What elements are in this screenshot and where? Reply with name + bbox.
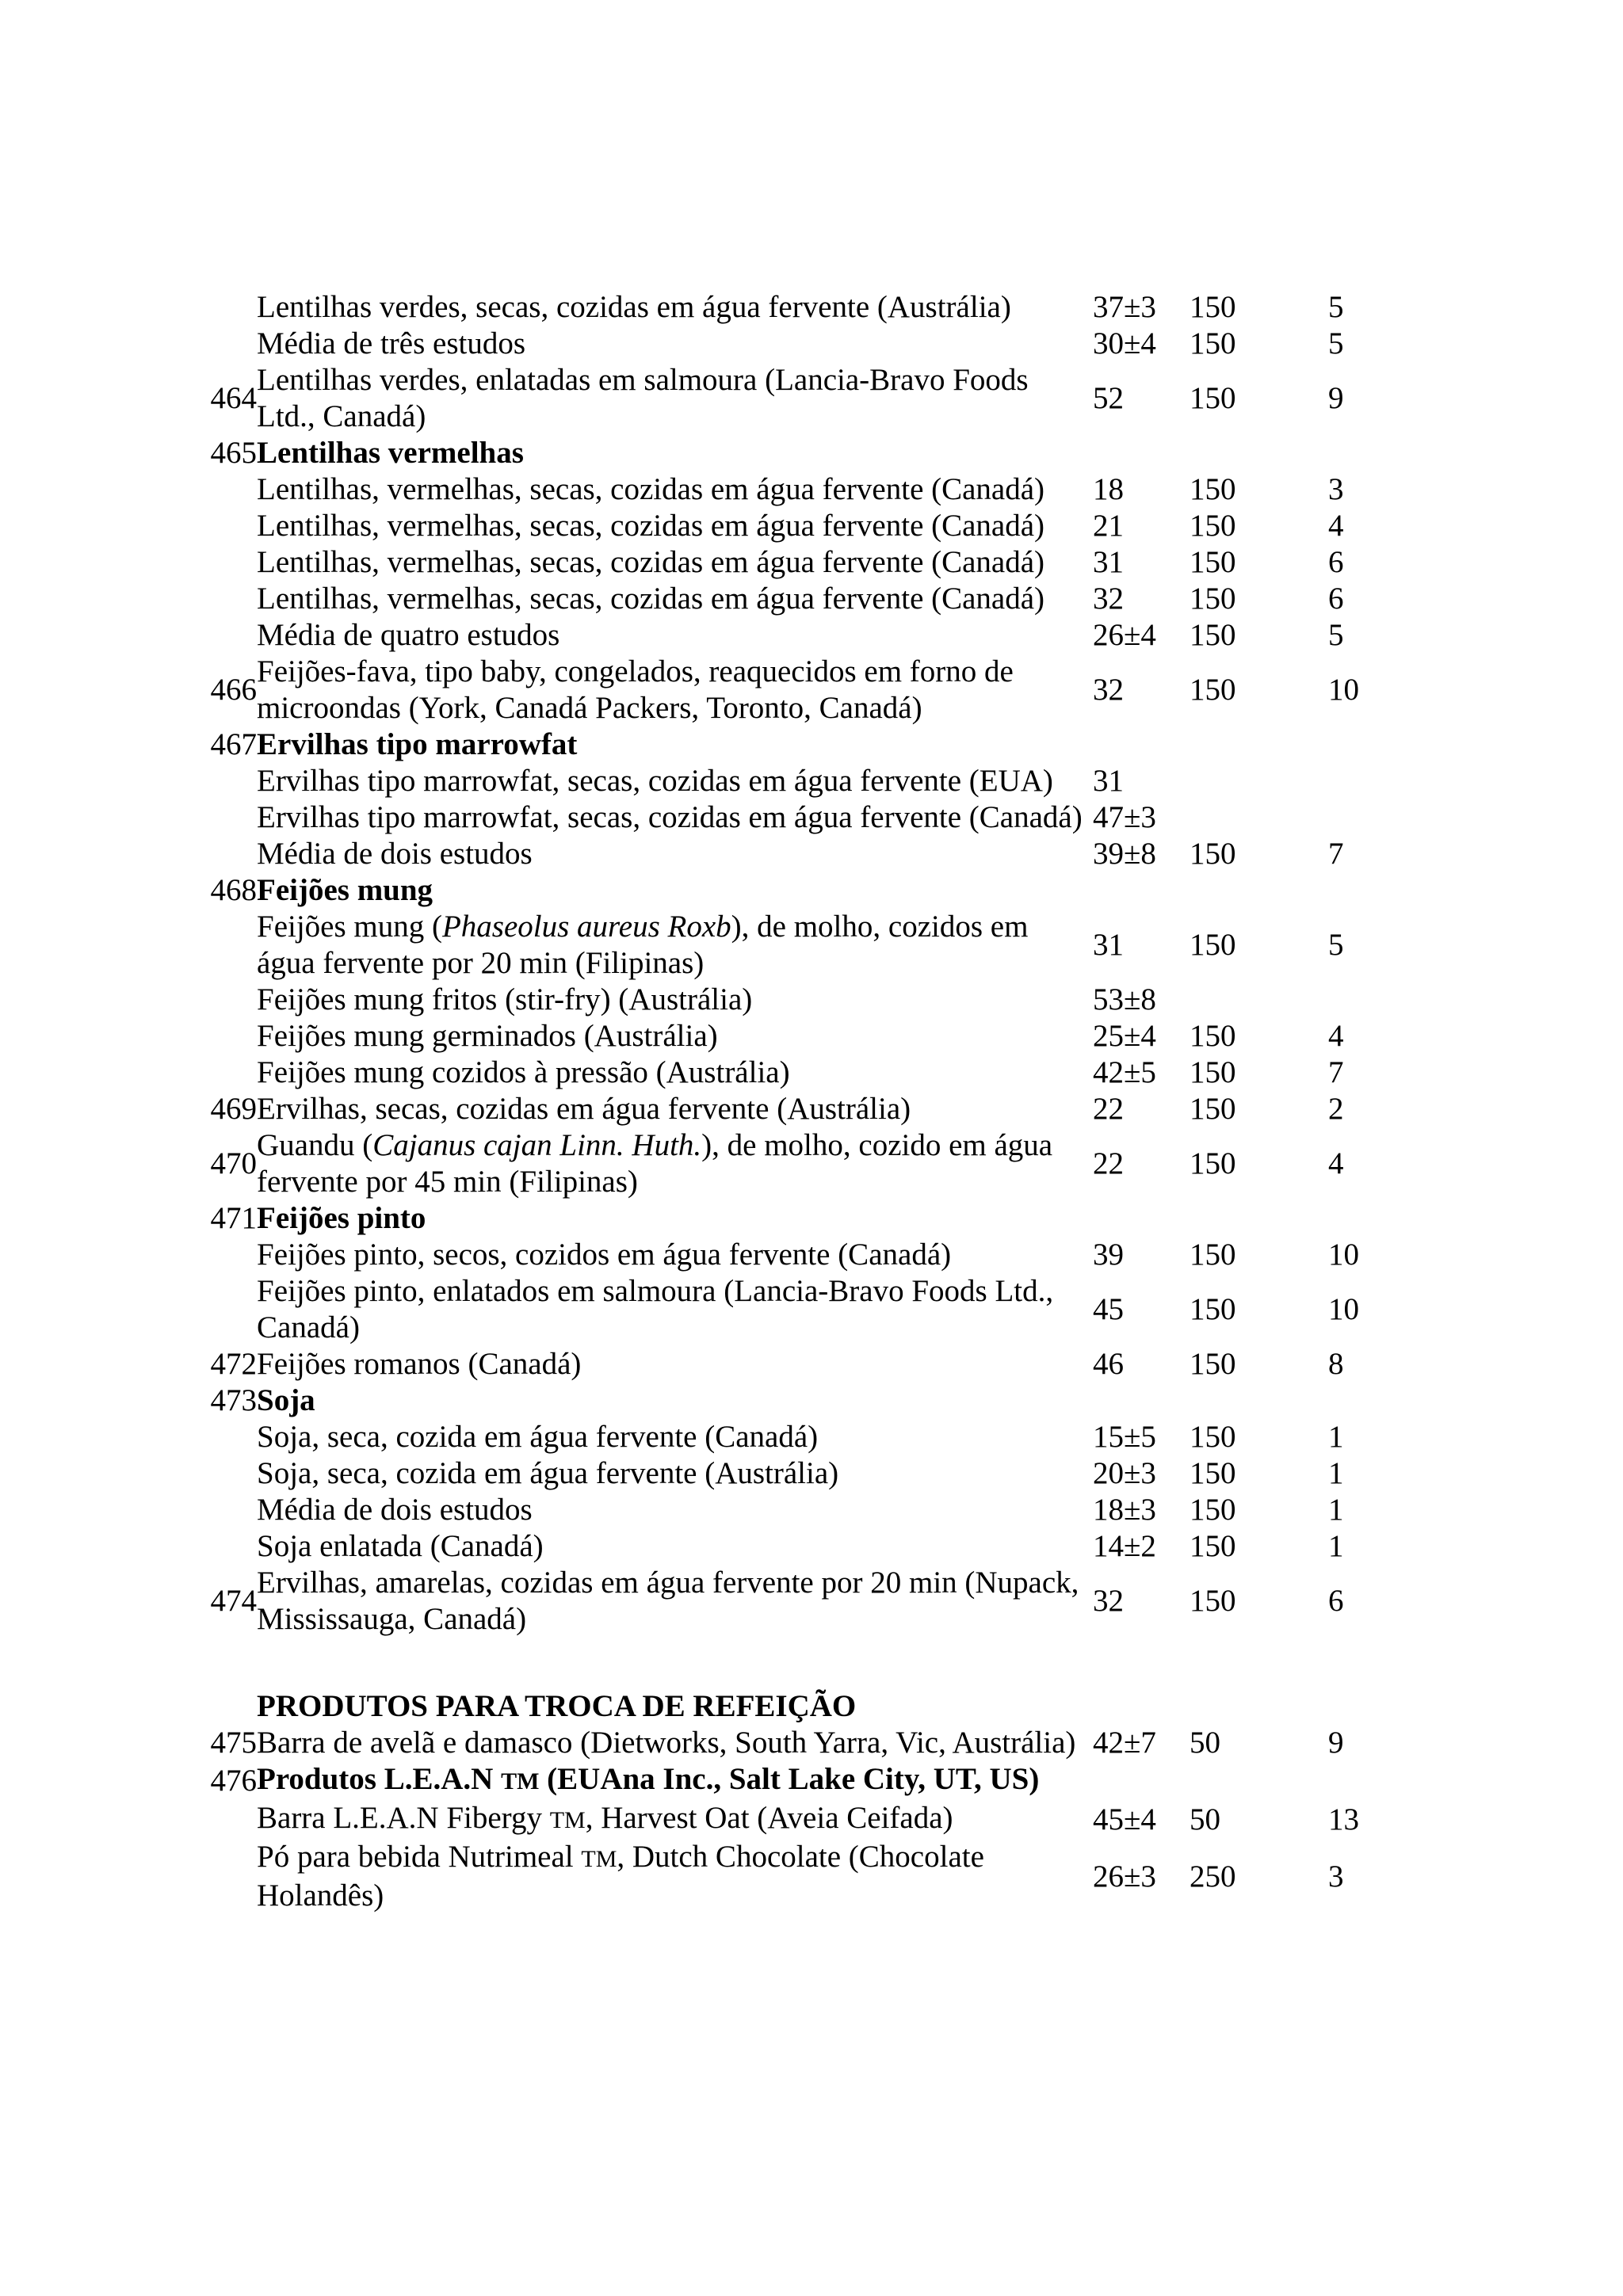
food-description: Lentilhas, vermelhas, secas, cozidas em água fervente (Canadá)	[257, 545, 1045, 579]
row-number: 464	[210, 381, 257, 415]
description-text: , Dutch Chocolate (Chocolate Holandês)	[257, 1840, 984, 1913]
food-description: Feijões pinto, enlatados em salmoura (Lancia-Bravo Foods Ltd., Canadá)	[257, 1274, 1054, 1344]
food-description: Barra de avelã e damasco (Dietworks, South Yarra, Vic, Austrália)	[257, 1726, 1076, 1760]
table-row	[203, 1018, 1376, 1055]
table-row	[203, 1725, 1376, 1761]
table-row	[203, 1273, 1376, 1346]
food-description	[257, 1800, 1093, 1839]
gi-value: 31	[1093, 545, 1124, 579]
gi-value: 47±3	[1093, 800, 1156, 834]
table-row	[203, 1528, 1376, 1565]
food-table	[203, 289, 1376, 1914]
table-row	[203, 982, 1376, 1018]
gi-value: 45	[1093, 1292, 1124, 1326]
glycemic-load: 5	[1328, 618, 1344, 652]
table-row	[203, 544, 1376, 581]
section-heading-row	[203, 1688, 1376, 1725]
food-description: Ervilhas, secas, cozidas em água fervente (Austrália)	[257, 1092, 911, 1126]
serving-size: 150	[1190, 1292, 1236, 1326]
gi-value: 20±3	[1093, 1456, 1156, 1490]
row-number: 465	[210, 436, 257, 470]
serving-size: 150	[1190, 472, 1236, 506]
table-row	[203, 435, 1376, 471]
table-row	[203, 1455, 1376, 1492]
table-row	[203, 1492, 1376, 1528]
gi-value: 22	[1093, 1146, 1124, 1180]
gi-value: 18±3	[1093, 1493, 1156, 1527]
food-description: Feijões mung germinados (Austrália)	[257, 1019, 718, 1053]
description-text: Pó para bebida Nutrimeal	[257, 1840, 582, 1874]
gi-value: 21	[1093, 509, 1124, 543]
serving-size: 150	[1190, 1584, 1236, 1618]
food-description: Lentilhas verdes, enlatadas em salmoura (Lancia-Bravo Foods Ltd., Canadá)	[257, 363, 1029, 433]
gi-value: 31	[1093, 764, 1124, 798]
row-number: 466	[210, 673, 257, 707]
section-heading: PRODUTOS PARA TROCA DE REFEIÇÃO	[257, 1689, 857, 1723]
serving-size: 150	[1190, 837, 1236, 871]
food-description: Média de quatro estudos	[257, 618, 560, 652]
gi-value: 32	[1093, 673, 1124, 707]
table-row	[203, 1419, 1376, 1455]
glycemic-load: 1	[1328, 1529, 1344, 1563]
gi-value: 31	[1093, 928, 1124, 962]
section-gap	[203, 1638, 1376, 1688]
food-description: Média de três estudos	[257, 326, 526, 360]
food-description: Soja enlatada (Canadá)	[257, 1529, 544, 1563]
serving-size: 50	[1190, 1726, 1220, 1760]
row-number: 471	[210, 1201, 257, 1235]
table-row	[203, 1127, 1376, 1200]
serving-size: 150	[1190, 326, 1236, 360]
table-row	[203, 1800, 1376, 1839]
glycemic-load: 2	[1328, 1092, 1344, 1126]
trademark-mark: TM	[501, 1768, 540, 1794]
table-row	[203, 1091, 1376, 1127]
food-description: Média de dois estudos	[257, 1493, 533, 1527]
row-number: 467	[210, 727, 257, 761]
food-description: Ervilhas tipo marrowfat, secas, cozidas em água fervente (EUA)	[257, 764, 1053, 798]
food-description	[257, 1839, 1093, 1914]
serving-size: 150	[1190, 1456, 1236, 1490]
description-text: ), de molho, cozido em água fervente por 45 min (Filipinas)	[257, 1128, 1053, 1199]
food-description: Feijões pinto	[257, 1201, 426, 1235]
serving-size: 150	[1190, 509, 1236, 543]
table-row	[203, 289, 1376, 326]
glycemic-load: 5	[1328, 290, 1344, 324]
food-description: Lentilhas, vermelhas, secas, cozidas em água fervente (Canadá)	[257, 582, 1045, 616]
gi-value: 32	[1093, 582, 1124, 616]
table-row	[203, 763, 1376, 799]
glycemic-load: 6	[1328, 545, 1344, 579]
gi-value: 45±4	[1093, 1802, 1156, 1836]
table-row	[203, 1055, 1376, 1091]
food-description: Soja	[257, 1383, 315, 1417]
glycemic-load: 10	[1328, 1292, 1359, 1326]
table-row	[203, 326, 1376, 362]
table-row	[203, 1237, 1376, 1273]
row-number: 474	[210, 1584, 257, 1618]
trademark-mark: TM	[581, 1846, 617, 1872]
food-description: Lentilhas verdes, secas, cozidas em água fervente (Austrália)	[257, 290, 1011, 324]
glycemic-load: 3	[1328, 1859, 1344, 1894]
serving-size: 150	[1190, 1146, 1236, 1180]
glycemic-load: 7	[1328, 1055, 1344, 1089]
glycemic-load: 5	[1328, 928, 1344, 962]
serving-size: 150	[1190, 1420, 1236, 1454]
gi-value: 18	[1093, 472, 1124, 506]
scientific-name: Phaseolus aureus Roxb	[441, 910, 731, 944]
serving-size: 150	[1190, 1493, 1236, 1527]
food-description: Feijões-fava, tipo baby, congelados, reaquecidos em forno de microondas (York, Canadá Packers, Toronto, Canadá)	[257, 654, 1014, 725]
table-row	[203, 836, 1376, 872]
scientific-name: Cajanus cajan Linn. Huth.	[372, 1128, 702, 1162]
gi-value: 52	[1093, 381, 1124, 415]
row-number: 472	[210, 1347, 257, 1381]
serving-size: 150	[1190, 618, 1236, 652]
table-row	[203, 1565, 1376, 1638]
gi-value: 37±3	[1093, 290, 1156, 324]
table-row	[203, 654, 1376, 727]
table-row	[203, 362, 1376, 435]
food-description	[257, 1127, 1093, 1200]
serving-size: 150	[1190, 290, 1236, 324]
serving-size: 150	[1190, 545, 1236, 579]
serving-size: 150	[1190, 928, 1236, 962]
food-description: Feijões pinto, secos, cozidos em água fervente (Canadá)	[257, 1238, 952, 1272]
serving-size: 150	[1190, 1055, 1236, 1089]
row-number: 470	[210, 1146, 257, 1180]
food-description: Feijões mung	[257, 873, 433, 907]
row-number: 468	[210, 873, 257, 907]
food-description: Feijões mung cozidos à pressão (Austrália)	[257, 1055, 790, 1089]
serving-size: 250	[1190, 1859, 1236, 1894]
table-row	[203, 799, 1376, 836]
table-block-meal-replacement	[203, 1725, 1376, 1914]
serving-size: 150	[1190, 1529, 1236, 1563]
glycemic-load: 10	[1328, 1238, 1359, 1272]
gi-value: 42±7	[1093, 1726, 1156, 1760]
serving-size: 150	[1190, 1238, 1236, 1272]
gi-value: 15±5	[1093, 1420, 1156, 1454]
serving-size: 150	[1190, 1347, 1236, 1381]
food-description: Feijões mung fritos (stir-fry) (Austrália)	[257, 982, 753, 1016]
trademark-mark: TM	[549, 1807, 586, 1833]
glycemic-load: 6	[1328, 582, 1344, 616]
gi-value: 39	[1093, 1238, 1124, 1272]
food-description	[257, 1761, 1093, 1800]
glycemic-load: 13	[1328, 1802, 1359, 1836]
gi-value: 46	[1093, 1347, 1124, 1381]
glycemic-load: 10	[1328, 673, 1359, 707]
serving-size: 50	[1190, 1802, 1220, 1836]
table-row	[203, 471, 1376, 508]
gi-value: 39±8	[1093, 837, 1156, 871]
description-text: ), de molho, cozidos em água fervente por 20 min (Filipinas)	[257, 910, 1029, 980]
glycemic-load: 8	[1328, 1347, 1344, 1381]
glycemic-load: 4	[1328, 1146, 1344, 1180]
glycemic-load: 4	[1328, 509, 1344, 543]
serving-size: 150	[1190, 582, 1236, 616]
food-description: Feijões romanos (Canadá)	[257, 1347, 582, 1381]
table-row	[203, 872, 1376, 909]
glycemic-load: 1	[1328, 1420, 1344, 1454]
table-row	[203, 909, 1376, 982]
description-text: , Harvest Oat (Aveia Ceifada)	[585, 1801, 953, 1835]
row-number: 473	[210, 1383, 257, 1417]
gi-value: 30±4	[1093, 326, 1156, 360]
description-text: (EUAna Inc., Salt Lake City, UT, US)	[539, 1762, 1040, 1796]
food-description: Ervilhas tipo marrowfat, secas, cozidas em água fervente (Canadá)	[257, 800, 1083, 834]
table-row	[203, 617, 1376, 654]
serving-size: 150	[1190, 673, 1236, 707]
row-number: 469	[210, 1092, 257, 1126]
food-description: Lentilhas vermelhas	[257, 436, 524, 470]
serving-size: 150	[1190, 1019, 1236, 1053]
glycemic-load: 7	[1328, 837, 1344, 871]
table-row	[203, 1383, 1376, 1419]
gi-value: 32	[1093, 1584, 1124, 1618]
description-text: Barra L.E.A.N Fibergy	[257, 1801, 550, 1835]
table-row	[203, 1839, 1376, 1914]
description-text: Feijões mung (	[257, 910, 442, 944]
glycemic-load: 1	[1328, 1493, 1344, 1527]
food-description: Média de dois estudos	[257, 837, 533, 871]
food-description: Soja, seca, cozida em água fervente (Canadá)	[257, 1420, 819, 1454]
gi-value: 25±4	[1093, 1019, 1156, 1053]
gi-value: 26±3	[1093, 1859, 1156, 1894]
gi-value: 14±2	[1093, 1529, 1156, 1563]
table-row	[203, 508, 1376, 544]
description-text: Produtos L.E.A.N	[257, 1762, 502, 1796]
glycemic-load: 1	[1328, 1456, 1344, 1490]
gi-value: 26±4	[1093, 618, 1156, 652]
table-row	[203, 1761, 1376, 1800]
food-description: Lentilhas, vermelhas, secas, cozidas em água fervente (Canadá)	[257, 509, 1045, 543]
food-description: Soja, seca, cozida em água fervente (Austrália)	[257, 1456, 839, 1490]
table-row	[203, 1346, 1376, 1383]
glycemic-load: 3	[1328, 472, 1344, 506]
table-row	[203, 1200, 1376, 1237]
food-description: Ervilhas tipo marrowfat	[257, 727, 578, 761]
gi-value: 53±8	[1093, 982, 1156, 1016]
table-row	[203, 727, 1376, 763]
glycemic-load: 9	[1328, 381, 1344, 415]
row-number: 476	[210, 1763, 257, 1798]
glycemic-load: 5	[1328, 326, 1344, 360]
glycemic-load: 9	[1328, 1726, 1344, 1760]
gi-value: 42±5	[1093, 1055, 1156, 1089]
table-row	[203, 581, 1376, 617]
food-description	[257, 909, 1093, 982]
row-number: 475	[210, 1726, 257, 1760]
food-description: Ervilhas, amarelas, cozidas em água fervente por 20 min (Nupack, Mississauga, Canadá)	[257, 1566, 1079, 1636]
serving-size: 150	[1190, 1092, 1236, 1126]
gi-value: 22	[1093, 1092, 1124, 1126]
glycemic-load: 4	[1328, 1019, 1344, 1053]
food-description: Lentilhas, vermelhas, secas, cozidas em água fervente (Canadá)	[257, 472, 1045, 506]
serving-size: 150	[1190, 381, 1236, 415]
glycemic-load: 6	[1328, 1584, 1344, 1618]
table-block-legumes	[203, 289, 1376, 1638]
description-text: Guandu (	[257, 1128, 373, 1162]
